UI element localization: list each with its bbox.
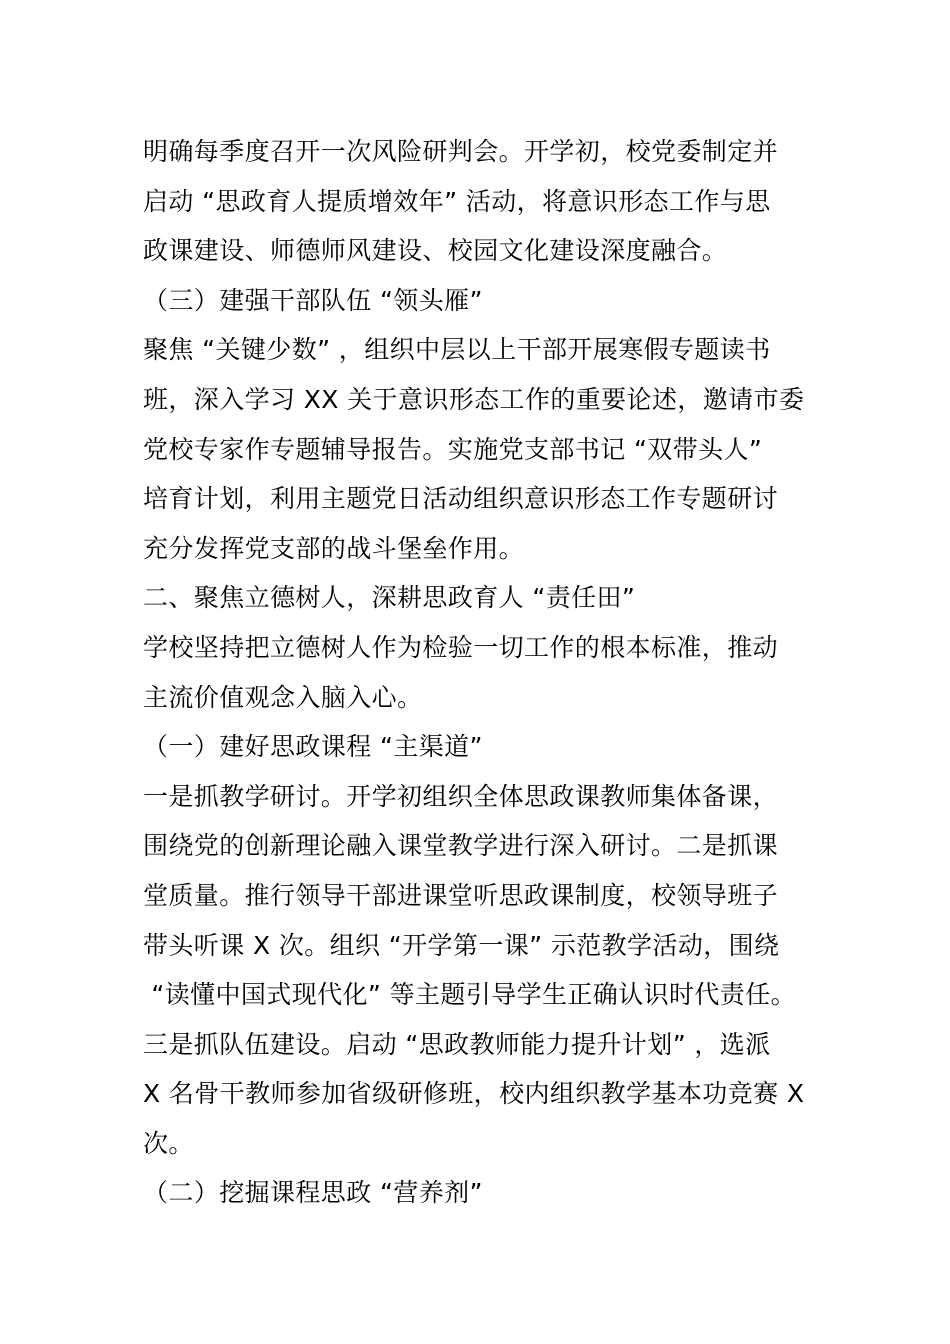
text-line: 一是抓教学研讨。开学初组织全体思政课教师集体备课， [143,781,779,811]
text-line: 培育计划，利用主题党日活动组织意识形态工作专题研讨 [143,484,779,514]
document-body [143,127,843,1218]
text-line: 启动 “思政育人提质增效年” 活动，将意识形态工作与思 [143,186,771,216]
section-heading: （三）建强干部队伍 “领头雁” [143,285,483,315]
text-line: 主流价值观念入脑入心。 [143,682,423,712]
text-line: 班，深入学习 XX 关于意识形态工作的重要论述，邀请市委 [143,384,805,414]
text-line: 聚焦 “关键少数” ，组织中层以上干部开展寒假专题读书 [143,335,771,365]
text-line: 明确每季度召开一次风险研判会。开学初，校党委制定并 [143,137,779,166]
text-line: 次。 [143,1128,194,1158]
text-line: 三是抓队伍建设。启动 “思政教师能力提升计划” ，选派 [143,1029,771,1059]
section-heading: （一）建好思政课程 “主渠道” [143,732,483,762]
text-line: 充分发挥党支部的战斗堡垒作用。 [143,533,525,563]
text-line: 围绕党的创新理论融入课堂教学进行深入研讨。二是抓课 [143,831,779,861]
chapter-heading: 二、聚焦立德树人，深耕思政育人 “责任田” [143,583,636,613]
text-line: 堂质量。推行领导干部进课堂听思政课制度，校领导班子 [143,880,779,910]
section-heading: （二）挖掘课程思政 “营养剂” [143,1178,483,1208]
text-line: X 名骨干教师参加省级研修班，校内组织教学基本功竞赛 X [143,1079,805,1109]
text-line: 党校专家作专题辅导报告。实施党支部书记 “双带头人” [143,434,763,464]
text-line: 政课建设、师德师风建设、校园文化建设深度融合。 [143,236,728,266]
text-line: 带头听课 X 次。组织 “开学第一课” 示范教学活动，围绕 [143,930,780,960]
text-line: “读懂中国式现代化” 等主题引导学生正确认识时代责任。 [143,980,796,1010]
text-line: 学校坚持把立德树人作为检验一切工作的根本标准，推动 [143,632,779,662]
